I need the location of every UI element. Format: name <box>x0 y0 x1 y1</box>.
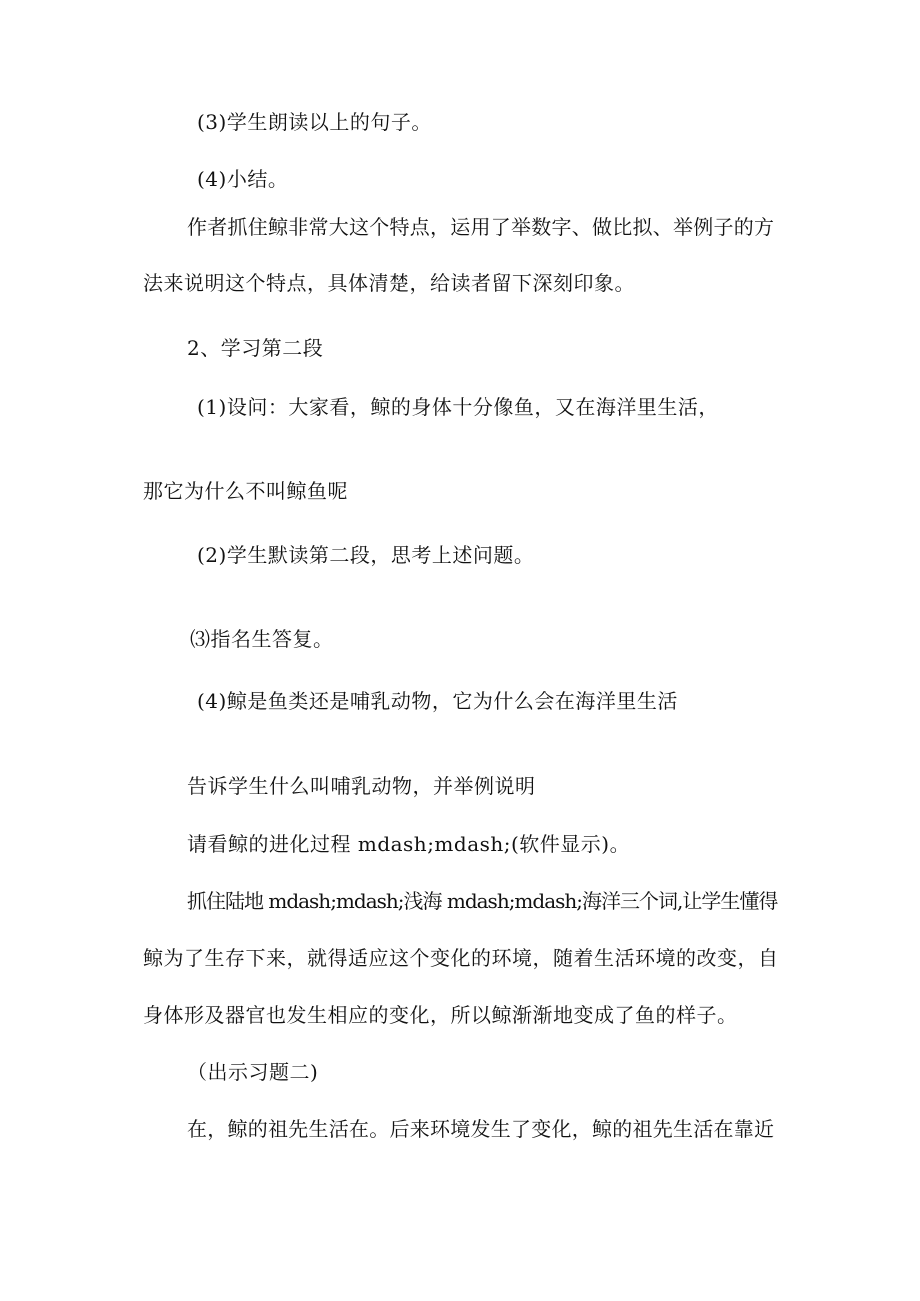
paragraph-line: 法来说明这个特点，具体清楚，给读者留下深刻印象。 <box>143 271 635 295</box>
paragraph-line: (3)学生朗读以上的句子。 <box>197 110 432 134</box>
paragraph-line: 鲸为了生存下来，就得适应这个变化的环境，随着生活环境的改变，自 <box>143 946 779 970</box>
section-heading: 2、学习第二段 <box>187 336 324 360</box>
paragraph-line: (2)学生默读第二段，思考上述问题。 <box>197 543 535 567</box>
paragraph-line: (1)设问：大家看，鲸的身体十分像鱼，又在海洋里生活， <box>197 395 719 419</box>
paragraph-line: （出示习题二) <box>187 1060 319 1084</box>
paragraph-line: 抓住陆地 mdash;mdash;浅海 mdash;mdash;海洋三个词,让学生懂得 <box>187 889 778 913</box>
paragraph-line: 那它为什么不叫鲸鱼呢 <box>143 479 348 503</box>
paragraph-line: 作者抓住鲸非常大这个特点，运用了举数字、做比拟、举例子的方 <box>187 215 775 239</box>
paragraph-line: 身体形及器官也发生相应的变化，所以鲸渐渐地变成了鱼的样子。 <box>143 1003 738 1027</box>
paragraph-line: 请看鲸的进化过程 mdash;mdash;(软件显示)。 <box>187 832 631 856</box>
paragraph-line: (4)鲸是鱼类还是哺乳动物，它为什么会在海洋里生活 <box>197 689 678 713</box>
paragraph-line: 告诉学生什么叫哺乳动物，并举例说明 <box>187 774 536 798</box>
paragraph-line: (4)小结。 <box>197 167 289 191</box>
paragraph-line: 在，鲸的祖先生活在。后来环境发生了变化，鲸的祖先生活在靠近 <box>187 1117 775 1141</box>
paragraph-line: ⑶指名生答复。 <box>190 627 334 651</box>
